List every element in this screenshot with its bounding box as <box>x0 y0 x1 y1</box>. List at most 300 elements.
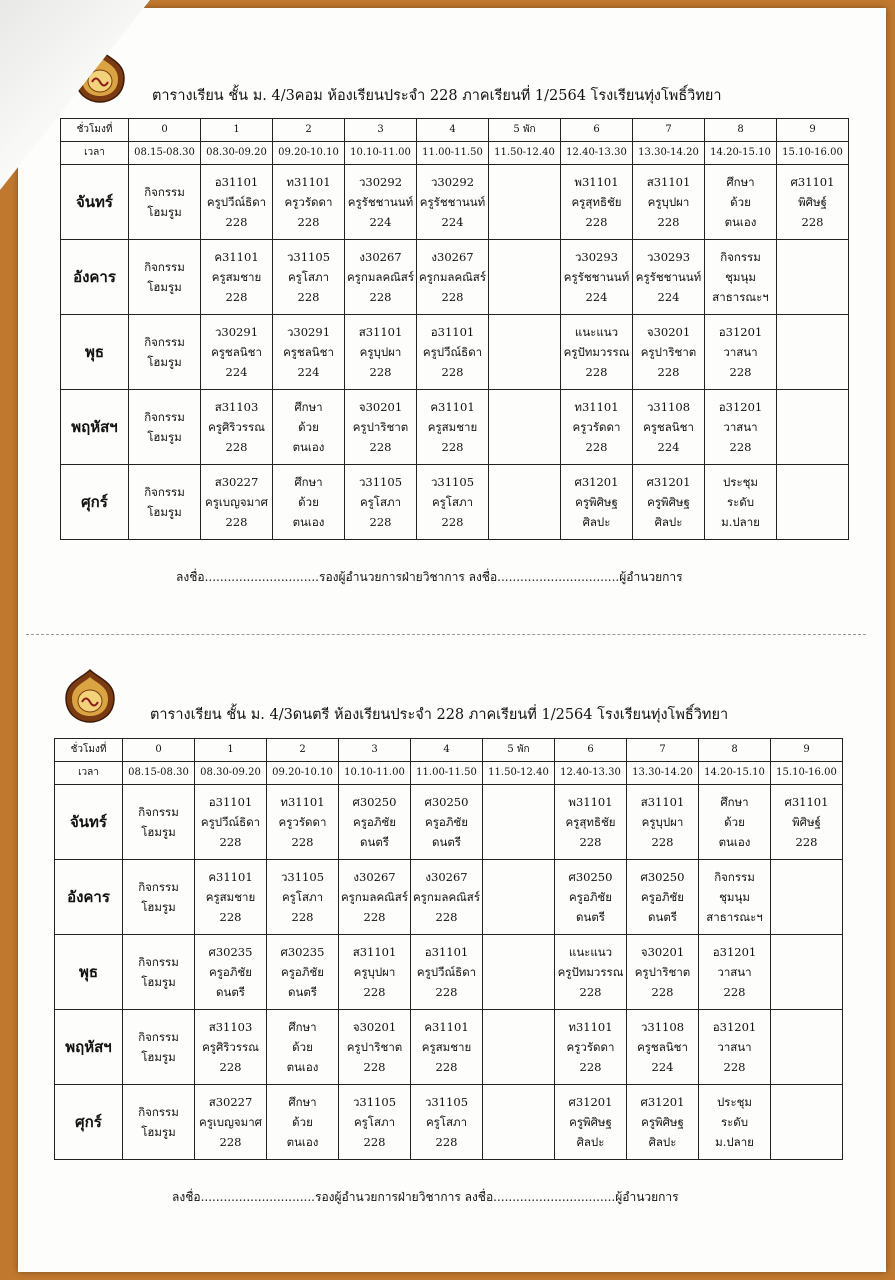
cell-line: กิจกรรม <box>138 1105 179 1119</box>
class-cell <box>705 240 777 315</box>
cell-line: ดนตรี <box>648 910 677 924</box>
class-cell <box>267 785 339 860</box>
day-label: อังคาร <box>61 240 129 315</box>
cell-line: ตนเอง <box>718 835 751 849</box>
cell-line: ท31101 <box>286 175 331 189</box>
cell-line: 228 <box>441 290 464 304</box>
cell-line: 228 <box>441 365 464 379</box>
cell-line: ดนตรี <box>216 985 245 999</box>
cell-line: โฮมรูม <box>141 1125 176 1139</box>
class-cell <box>201 390 273 465</box>
day-row <box>55 785 843 860</box>
time-slot: 14.20-15.10 <box>699 762 771 785</box>
cell-line: ครูโสภา <box>281 890 324 904</box>
class-cell <box>123 1085 195 1160</box>
cell-line: ชุมนุม <box>719 890 750 904</box>
cell-line: ตนเอง <box>286 1135 319 1149</box>
cell-line: อ31201 <box>718 400 763 414</box>
cell-line: พิศิษฐ์ <box>798 195 827 209</box>
cell-line: ด้วย <box>724 815 745 829</box>
class-cell <box>627 1010 699 1085</box>
cell-line: โฮมรูม <box>147 205 182 219</box>
time-row <box>61 142 849 165</box>
cell-line: ครูปวีณ์ธิดา <box>416 965 477 979</box>
time-header: เวลา <box>61 142 129 165</box>
cell-line: ศ30235 <box>208 945 253 959</box>
period-number: 8 <box>699 739 771 762</box>
class-cell <box>777 165 849 240</box>
cell-line: ครูวรัดดา <box>278 815 327 829</box>
class-cell <box>771 1010 843 1085</box>
period-number: 3 <box>345 119 417 142</box>
class-cell <box>129 240 201 315</box>
timetable <box>54 738 843 1160</box>
cell-line: ครูปาริชาต <box>634 965 691 979</box>
time-slot: 08.15-08.30 <box>129 142 201 165</box>
period-header: ชั่วโมงที่ <box>61 119 129 142</box>
time-slot: 15.10-16.00 <box>777 142 849 165</box>
class-cell <box>699 1010 771 1085</box>
class-cell <box>267 1085 339 1160</box>
cell-line: วาสนา <box>723 345 758 359</box>
cell-line: ครูสมชาย <box>205 890 256 904</box>
cell-line: 228 <box>435 985 458 999</box>
time-slot: 08.30-09.20 <box>201 142 273 165</box>
day-label: พฤหัสฯ <box>55 1010 123 1085</box>
cell-line: ง30267 <box>431 250 474 264</box>
class-cell <box>339 860 411 935</box>
class-cell <box>489 315 561 390</box>
cell-line: 228 <box>369 515 392 529</box>
cell-line: ส30227 <box>214 475 259 489</box>
cell-line: ว31105 <box>286 250 331 264</box>
cell-line: ศ31201 <box>568 1095 613 1109</box>
class-cell <box>273 315 345 390</box>
cell-line: พิศิษฐ์ <box>792 815 821 829</box>
cell-line: ศ30250 <box>424 795 469 809</box>
cell-line: ท31101 <box>568 1020 613 1034</box>
time-slot: 09.20-10.10 <box>273 142 345 165</box>
cell-line: 228 <box>435 1135 458 1149</box>
cell-line: ว30293 <box>574 250 619 264</box>
class-cell <box>489 165 561 240</box>
class-cell <box>771 935 843 1010</box>
cell-line: ค31101 <box>214 250 259 264</box>
cell-line: กิจกรรม <box>144 410 185 424</box>
period-number: 2 <box>267 739 339 762</box>
cell-line: 228 <box>363 985 386 999</box>
time-slot: 09.20-10.10 <box>267 762 339 785</box>
class-cell <box>555 860 627 935</box>
day-label: พุธ <box>55 935 123 1010</box>
class-cell <box>771 860 843 935</box>
cell-line: ครูกมลคณิสร์ <box>418 270 487 284</box>
cell-line: ระดับ <box>720 1115 749 1129</box>
cell-line: ว31105 <box>358 475 403 489</box>
cell-line: ครูอภิชัย <box>281 965 324 979</box>
cell-line: ครูรัชชานนท์ <box>419 195 486 209</box>
class-cell <box>705 390 777 465</box>
cell-line: โฮมรูม <box>147 355 182 369</box>
period-row <box>55 739 843 762</box>
cell-line: ประชุม <box>716 1095 753 1109</box>
class-cell <box>417 390 489 465</box>
cell-line: อ31101 <box>208 795 253 809</box>
cell-line: จ30201 <box>646 325 691 339</box>
class-cell <box>483 785 555 860</box>
cell-line: 228 <box>585 365 608 379</box>
cell-line: 228 <box>363 910 386 924</box>
cell-line: ครูเบญจมาศ <box>199 1115 262 1129</box>
cell-line: ง30267 <box>425 870 468 884</box>
cell-line: กิจกรรม <box>144 485 185 499</box>
cell-line: กิจกรรม <box>714 870 755 884</box>
schedule-title: ตารางเรียน ชั้น ม. 4/3คอม ห้องเรียนประจำ 228 ภาคเรียนที่ 1/2564 โรงเรียนทุ่งโพธิ์วิทยา <box>152 88 722 104</box>
time-slot: 12.40-13.30 <box>561 142 633 165</box>
class-cell <box>627 860 699 935</box>
class-cell <box>705 315 777 390</box>
class-cell <box>411 1010 483 1085</box>
cell-line: ว31108 <box>640 1020 685 1034</box>
cell-line: ศึกษา <box>726 175 755 189</box>
cell-line: ครูพิศิษฐ <box>647 495 690 509</box>
cell-line: อ31101 <box>214 175 259 189</box>
class-cell <box>771 1085 843 1160</box>
cell-line: ด้วย <box>298 495 319 509</box>
cell-line: ว30291 <box>214 325 259 339</box>
class-cell <box>123 1010 195 1085</box>
cell-line: สาธารณะฯ <box>712 290 769 304</box>
cell-line: 224 <box>369 215 392 229</box>
cell-line: 224 <box>297 365 320 379</box>
time-slot: 11.50-12.40 <box>489 142 561 165</box>
cell-line: ส31101 <box>646 175 691 189</box>
class-cell <box>777 240 849 315</box>
class-cell <box>123 785 195 860</box>
cell-line: ง30267 <box>353 870 396 884</box>
class-cell <box>411 785 483 860</box>
cell-line: ครูชลนิชา <box>283 345 334 359</box>
cell-line: 228 <box>585 440 608 454</box>
cell-line: ตนเอง <box>292 440 325 454</box>
cell-line: สาธารณะฯ <box>706 910 763 924</box>
cell-line: 228 <box>801 215 824 229</box>
period-number: 5 พัก <box>483 739 555 762</box>
class-cell <box>627 785 699 860</box>
cell-line: 228 <box>723 985 746 999</box>
cell-line: ครูสุทธิชัย <box>571 195 622 209</box>
cell-line: ครูวรัดดา <box>572 420 621 434</box>
class-cell <box>273 390 345 465</box>
cell-line: กิจกรรม <box>144 260 185 274</box>
cell-line: ครูชลนิชา <box>211 345 262 359</box>
cell-line: ครูพิศิษฐ <box>569 1115 612 1129</box>
class-cell <box>195 1085 267 1160</box>
cell-line: วาสนา <box>717 1040 752 1054</box>
cell-line: โฮมรูม <box>141 1050 176 1064</box>
schedule-title: ตารางเรียน ชั้น ม. 4/3ดนตรี ห้องเรียนประจำ 228 ภาคเรียนที่ 1/2564 โรงเรียนทุ่งโพธิ์วิทยา <box>150 707 729 723</box>
cell-line: ตนเอง <box>724 215 757 229</box>
class-cell <box>555 1085 627 1160</box>
class-cell <box>633 165 705 240</box>
time-slot: 11.00-11.50 <box>417 142 489 165</box>
class-cell <box>627 935 699 1010</box>
cell-line: 228 <box>369 365 392 379</box>
class-cell <box>129 315 201 390</box>
day-row <box>55 935 843 1010</box>
cell-line: 228 <box>219 1135 242 1149</box>
cell-line: 224 <box>651 1060 674 1074</box>
cell-line: 228 <box>225 440 248 454</box>
class-cell <box>627 1085 699 1160</box>
class-cell <box>201 165 273 240</box>
class-cell <box>339 785 411 860</box>
time-slot: 11.50-12.40 <box>483 762 555 785</box>
cell-line: ค31101 <box>430 400 475 414</box>
cell-line: ครูศิริวรรณ <box>208 420 265 434</box>
cell-line: จ30201 <box>640 945 685 959</box>
cell-line: 228 <box>435 1060 458 1074</box>
period-number: 5 พัก <box>489 119 561 142</box>
cell-line: ศึกษา <box>288 1095 317 1109</box>
period-number: 7 <box>633 119 705 142</box>
cell-line: ครูบุปผา <box>353 965 396 979</box>
period-number: 0 <box>129 119 201 142</box>
cell-line: โฮมรูม <box>147 505 182 519</box>
cell-line: 228 <box>297 215 320 229</box>
cell-line: ศ30235 <box>280 945 325 959</box>
cell-line: วาสนา <box>723 420 758 434</box>
cell-line: ศ30250 <box>352 795 397 809</box>
period-number: 7 <box>627 739 699 762</box>
cell-line: 228 <box>441 440 464 454</box>
time-header: เวลา <box>55 762 123 785</box>
time-row <box>55 762 843 785</box>
class-cell <box>771 785 843 860</box>
cell-line: กิจกรรม <box>138 955 179 969</box>
cell-line: ประชุม <box>722 475 759 489</box>
class-cell <box>195 935 267 1010</box>
cell-line: ว30292 <box>430 175 475 189</box>
time-slot: 10.10-11.00 <box>339 762 411 785</box>
cell-line: แนะแนว <box>568 945 613 959</box>
cell-line: กิจกรรม <box>720 250 761 264</box>
cell-line: โฮมรูม <box>147 430 182 444</box>
class-cell <box>129 165 201 240</box>
cell-line: ชุมนุม <box>725 270 756 284</box>
period-number: 0 <box>123 739 195 762</box>
cell-line: 228 <box>651 985 674 999</box>
cell-line: กิจกรรม <box>144 335 185 349</box>
class-cell <box>339 1085 411 1160</box>
cell-line: ครูกมลคณิสร์ <box>412 890 481 904</box>
cell-line: 228 <box>435 910 458 924</box>
cell-line: ตนเอง <box>292 515 325 529</box>
cell-line: ด้วย <box>298 420 319 434</box>
cell-line: กิจกรรม <box>138 880 179 894</box>
class-cell <box>777 390 849 465</box>
class-cell <box>699 935 771 1010</box>
time-slot: 14.20-15.10 <box>705 142 777 165</box>
cell-line: วาสนา <box>717 965 752 979</box>
period-header: ชั่วโมงที่ <box>55 739 123 762</box>
cell-line: 228 <box>363 1060 386 1074</box>
class-cell <box>555 1010 627 1085</box>
class-cell <box>555 935 627 1010</box>
class-cell <box>561 465 633 540</box>
time-slot: 12.40-13.30 <box>555 762 627 785</box>
class-cell <box>561 390 633 465</box>
cell-line: ระดับ <box>726 495 755 509</box>
cell-line: อ31101 <box>424 945 469 959</box>
class-cell <box>129 465 201 540</box>
class-cell <box>273 465 345 540</box>
day-label: พฤหัสฯ <box>61 390 129 465</box>
cell-line: ท31101 <box>574 400 619 414</box>
school-logo-icon <box>62 668 118 724</box>
cell-line: 228 <box>219 835 242 849</box>
class-cell <box>339 935 411 1010</box>
cell-line: ครูพิศิษฐ <box>641 1115 684 1129</box>
cell-line: ส31101 <box>358 325 403 339</box>
cell-line: 224 <box>657 440 680 454</box>
cell-line: ครูอภิชัย <box>209 965 252 979</box>
period-number: 4 <box>411 739 483 762</box>
cell-line: ส31103 <box>208 1020 253 1034</box>
class-cell <box>417 165 489 240</box>
cell-line: ส31103 <box>214 400 259 414</box>
class-cell <box>633 240 705 315</box>
cell-line: ครูปาริชาต <box>640 345 697 359</box>
cell-line: ว30291 <box>286 325 331 339</box>
cell-line: อ31201 <box>712 945 757 959</box>
class-cell <box>345 315 417 390</box>
class-cell <box>267 935 339 1010</box>
cell-line: ด้วย <box>292 1115 313 1129</box>
cell-line: จ30201 <box>358 400 403 414</box>
cell-line: ครูโสภา <box>353 1115 396 1129</box>
cell-line: ม.ปลาย <box>715 1135 754 1149</box>
cell-line: ว31105 <box>430 475 475 489</box>
cell-line: ครูโสภา <box>425 1115 468 1129</box>
cell-line: โฮมรูม <box>141 825 176 839</box>
time-slot: 10.10-11.00 <box>345 142 417 165</box>
class-cell <box>345 390 417 465</box>
cell-line: โฮมรูม <box>141 975 176 989</box>
class-cell <box>705 465 777 540</box>
cell-line: ครูศิริวรรณ <box>202 1040 259 1054</box>
signature-line: ลงชื่อ..............................รองผู้อำนวยการฝ่ายวิชาการ ลงชื่อ................................ผู้อำนวยการ <box>172 1190 679 1204</box>
cell-line: ศิลปะ <box>648 1135 677 1149</box>
cell-line: 228 <box>579 1060 602 1074</box>
cell-line: กิจกรรม <box>138 805 179 819</box>
period-number: 3 <box>339 739 411 762</box>
class-cell <box>483 860 555 935</box>
period-row <box>61 119 849 142</box>
cell-line: ครูปาริชาต <box>346 1040 403 1054</box>
cell-line: ครูวรัดดา <box>284 195 333 209</box>
cell-line: 228 <box>723 1060 746 1074</box>
cell-line: 228 <box>291 835 314 849</box>
period-number: 6 <box>555 739 627 762</box>
cell-line: ง30267 <box>359 250 402 264</box>
class-cell <box>201 465 273 540</box>
cell-line: ครูโสภา <box>431 495 474 509</box>
cell-line: 228 <box>651 835 674 849</box>
cell-line: ครูโสภา <box>287 270 330 284</box>
cell-line: ครูพิศิษฐ <box>575 495 618 509</box>
cell-line: ครูบุปผา <box>359 345 402 359</box>
cell-line: 228 <box>225 290 248 304</box>
cell-line: 228 <box>729 440 752 454</box>
cell-line: ครูสมชาย <box>211 270 262 284</box>
class-cell <box>555 785 627 860</box>
time-slot: 08.30-09.20 <box>195 762 267 785</box>
cell-line: ด้วย <box>292 1040 313 1054</box>
day-label: ศุกร์ <box>61 465 129 540</box>
class-cell <box>195 1010 267 1085</box>
class-cell <box>417 465 489 540</box>
class-cell <box>699 860 771 935</box>
class-cell <box>633 465 705 540</box>
cell-line: ครูปาริชาต <box>352 420 409 434</box>
cell-line: ครูอภิชัย <box>353 815 396 829</box>
cell-line: โฮมรูม <box>141 900 176 914</box>
class-cell <box>483 1085 555 1160</box>
cell-line: ดนตรี <box>360 835 389 849</box>
class-cell <box>489 240 561 315</box>
cell-line: อ31101 <box>430 325 475 339</box>
cell-line: ครูปวีณ์ธิดา <box>200 815 261 829</box>
period-number: 9 <box>771 739 843 762</box>
class-cell <box>267 860 339 935</box>
class-cell <box>705 165 777 240</box>
class-cell <box>483 935 555 1010</box>
time-slot: 08.15-08.30 <box>123 762 195 785</box>
cell-line: ครูปวีณ์ธิดา <box>206 195 267 209</box>
class-cell <box>201 240 273 315</box>
class-cell <box>417 240 489 315</box>
class-cell <box>411 860 483 935</box>
class-cell <box>123 935 195 1010</box>
class-cell <box>339 1010 411 1085</box>
cell-line: ครูสมชาย <box>427 420 478 434</box>
cut-line <box>26 634 866 635</box>
cell-line: 228 <box>225 515 248 529</box>
cell-line: ศึกษา <box>294 475 323 489</box>
day-label: พุธ <box>61 315 129 390</box>
cell-line: ว31105 <box>280 870 325 884</box>
class-cell <box>345 165 417 240</box>
class-cell <box>483 1010 555 1085</box>
class-cell <box>777 465 849 540</box>
cell-line: อ31201 <box>718 325 763 339</box>
cell-line: ครูสมชาย <box>421 1040 472 1054</box>
cell-line: ศิลปะ <box>582 515 611 529</box>
class-cell <box>633 315 705 390</box>
cell-line: 224 <box>657 290 680 304</box>
cell-line: 228 <box>795 835 818 849</box>
cell-line: ค31101 <box>208 870 253 884</box>
cell-line: ครูปัทมวรรณ <box>557 965 624 979</box>
period-number: 1 <box>195 739 267 762</box>
cell-line: แนะแนว <box>574 325 619 339</box>
period-number: 8 <box>705 119 777 142</box>
signature-line: ลงชื่อ..............................รองผู้อำนวยการฝ่ายวิชาการ ลงชื่อ................................ผู้อำนวยการ <box>176 570 683 584</box>
period-number: 1 <box>201 119 273 142</box>
cell-line: ครูรัชชานนท์ <box>635 270 702 284</box>
class-cell <box>561 240 633 315</box>
